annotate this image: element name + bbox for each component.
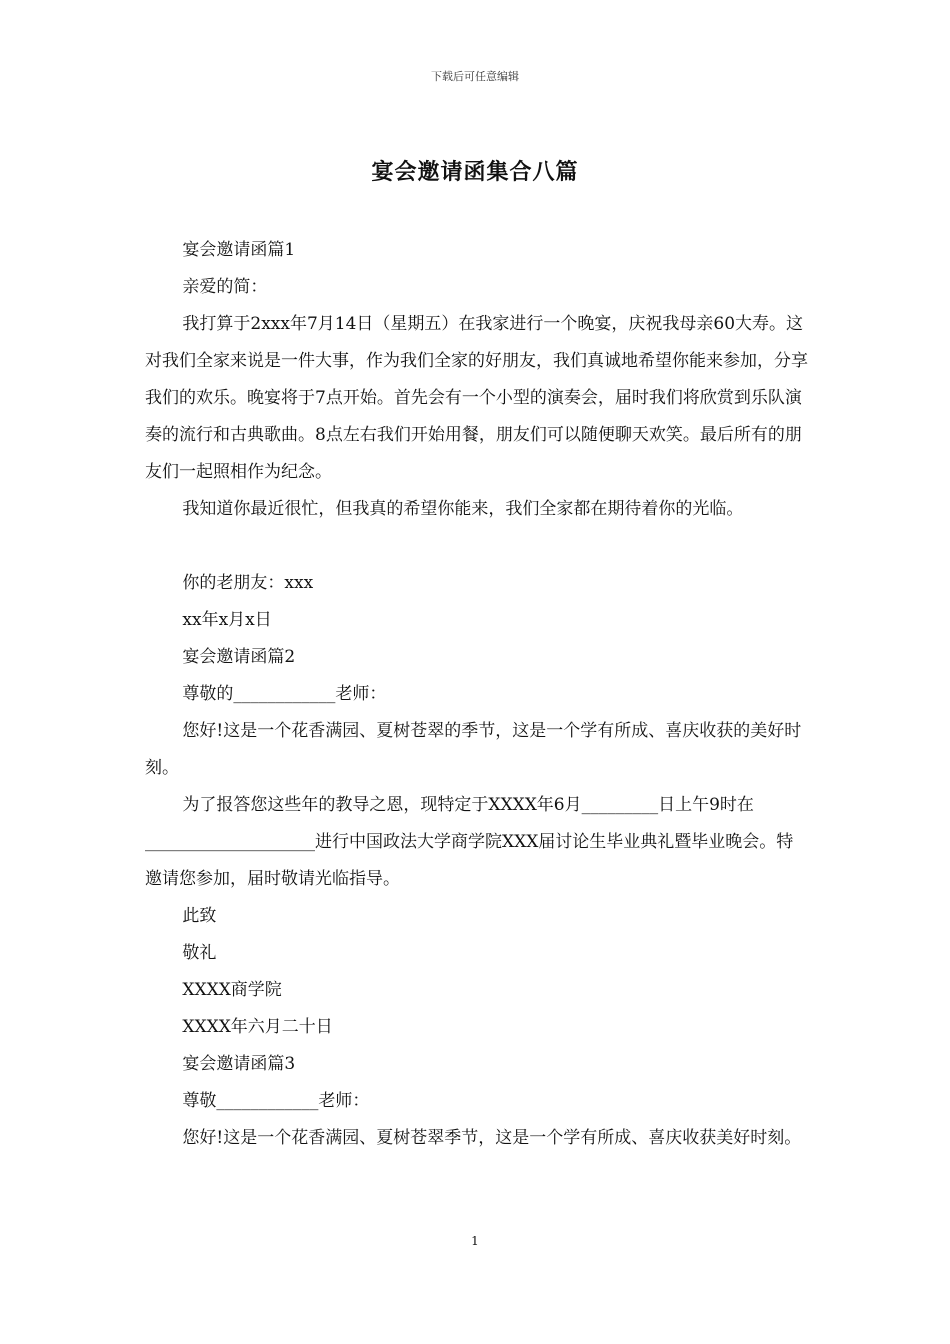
closing-line: 此致: [182, 906, 217, 926]
body-paragraph: 您好!这是一个花香满园、夏树苍翠的季节，这是一个学有所成、喜庆收获的美好时刻。: [145, 721, 802, 778]
sender-line: XXXX商学院: [182, 980, 282, 1000]
section-heading-2: 宴会邀请函篇2: [182, 647, 296, 667]
header-note: 下载后可任意编辑: [431, 70, 519, 83]
document-title: 宴会邀请函集合八篇: [371, 159, 579, 185]
section-heading-1: 宴会邀请函篇1: [182, 240, 296, 260]
page-number: 1: [471, 1234, 479, 1248]
salutation: 亲爱的简：: [182, 277, 268, 297]
salutation: 尊敬的____________老师：: [182, 684, 387, 704]
signature-line: 你的老朋友：xxx: [182, 573, 314, 593]
date-line: XXXX年六月二十日: [182, 1017, 333, 1037]
date-line: xx年x月x日: [182, 610, 272, 630]
body-paragraph: 我打算于2xxx年7月14日（星期五）在我家进行一个晚宴，庆祝我母亲60大寿。这对我们全家来说是一件大事，作为我们全家的好朋友，我们真诚地希望你能来参加，分享我们的欢乐。晚宴将于7点开始。首先会有一个小型的演奏会，届时我们将欣赏到乐队演奏的流行和古典歌曲。8点左右我们开始用餐，朋友们可以随便聊天欢笑。最后所有的朋友们一起照相作为纪念。: [145, 314, 808, 482]
body-paragraph: 我知道你最近很忙，但我真的希望你能来，我们全家都在期待着你的光临。: [182, 499, 744, 519]
closing-line: 敬礼: [182, 943, 217, 963]
body-paragraph: 为了报答您这些年的教导之恩，现特定于XXXX年6月_________日上午9时在____________________进行中国政法大学商学院XXX届讨论生毕业典礼暨毕业晚会。特邀请您参加，届时敬请光临指导。: [145, 795, 794, 889]
blank-line: [145, 528, 810, 565]
body-paragraph: 您好!这是一个花香满园、夏树苍翠季节，这是一个学有所成、喜庆收获美好时刻。: [182, 1128, 802, 1148]
salutation: 尊敬____________老师：: [182, 1091, 370, 1111]
section-heading-3: 宴会邀请函篇3: [182, 1054, 296, 1074]
document-body: [145, 232, 810, 1157]
